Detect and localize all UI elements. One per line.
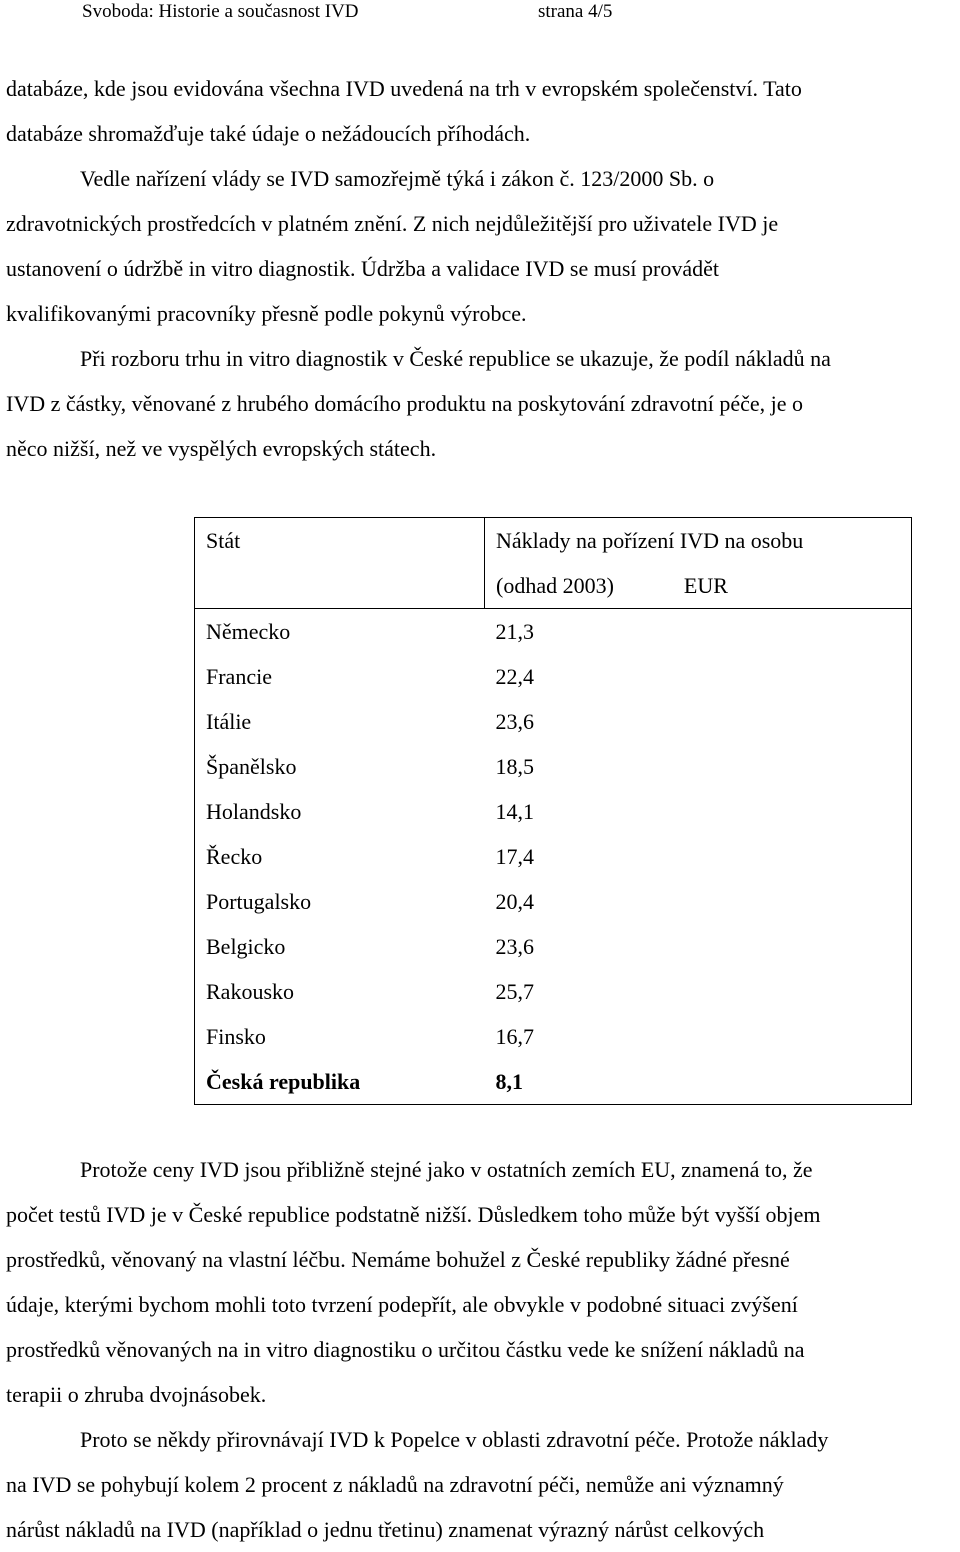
country-cell: Holandsko — [206, 799, 302, 824]
country-cell: Francie — [206, 664, 272, 689]
text-line: Protože ceny IVD jsou přibližně stejné jako v ostatních zemích EU, znamená to, že — [80, 1157, 813, 1182]
header-country — [195, 518, 485, 609]
country-cell: Německo — [206, 619, 291, 644]
text-line: prostředků, věnovaný na vlastní léčbu. Nemáme bohužel z České republiky žádné přesné — [6, 1247, 790, 1272]
country-cell: Finsko — [206, 1024, 266, 1049]
table-row — [195, 654, 912, 699]
table-row — [195, 789, 912, 834]
text-line: terapii o zhruba dvojnásobek. — [6, 1382, 267, 1407]
text-line: Vedle nařízení vlády se IVD samozřejmě týká i zákon č. 123/2000 Sb. o — [80, 166, 715, 191]
header-country-label: Stát — [206, 528, 241, 553]
value-cell: 16,7 — [495, 1024, 534, 1049]
value-cell: 17,4 — [495, 844, 534, 869]
table-row — [195, 744, 912, 789]
text-line: Při rozboru trhu in vitro diagnostik v České republice se ukazuje, že podíl nákladů na — [80, 346, 831, 371]
header-costs-label: Náklady na pořízení IVD na osobu — [496, 528, 804, 553]
header-estimate-label: (odhad 2003) — [496, 573, 614, 598]
page-number: strana 4/5 — [538, 1, 613, 22]
outro-text — [6, 1147, 956, 1552]
text-line: IVD z částky, věnované z hrubého domácího produktu na poskytování zdravotní péče, je o — [6, 391, 804, 416]
country-cell: Česká republika — [206, 1069, 361, 1094]
intro-text — [6, 66, 956, 471]
text-line: Proto se někdy přirovnávají IVD k Popelce v oblasti zdravotní péče. Protože náklady — [80, 1427, 829, 1452]
text-line: prostředků věnovaných na in vitro diagnostiku o určitou částku vede ke snížení nákladů na — [6, 1337, 805, 1362]
country-cell: Španělsko — [206, 754, 297, 779]
text-line: kvalifikovanými pracovníky přesně podle pokynů výrobce. — [6, 301, 527, 326]
text-line: něco nižší, než ve vyspělých evropských státech. — [6, 436, 437, 461]
text-line: databáze, kde jsou evidována všechna IVD uvedená na trh v evropském společenství. Tato — [6, 76, 802, 101]
text-line: na IVD se pohybují kolem 2 procent z nákladů na zdravotní péči, nemůže ani významný — [6, 1472, 784, 1497]
table-row — [195, 609, 912, 655]
text-line: údaje, kterými bychom mohli toto tvrzení podepřít, ale obvykle v podobné situaci zvýšení — [6, 1292, 798, 1317]
text-line: ustanovení o údržbě in vitro diagnostik. Údržba a validace IVD se musí provádět — [6, 256, 719, 281]
ivd-cost-table — [194, 517, 912, 1105]
country-cell: Belgicko — [206, 934, 286, 959]
table-row — [195, 969, 912, 1014]
value-cell: 20,4 — [495, 889, 534, 914]
country-cell: Řecko — [206, 844, 263, 869]
value-cell: 21,3 — [495, 619, 534, 644]
table-row — [195, 879, 912, 924]
text-line: počet testů IVD je v České republice podstatně nižší. Důsledkem toho může být vyšší objem — [6, 1202, 821, 1227]
document-title: Svoboda: Historie a současnost IVD — [82, 1, 359, 22]
value-cell: 8,1 — [495, 1069, 523, 1094]
table-header-row — [195, 518, 912, 609]
table-row — [195, 699, 912, 744]
table-row-highlight — [195, 1059, 912, 1105]
value-cell: 23,6 — [495, 709, 534, 734]
text-line: nárůst nákladů na IVD (například o jednu třetinu) znamenat výrazný nárůst celkových — [6, 1517, 765, 1542]
value-cell: 25,7 — [495, 979, 534, 1004]
header-unit-label: EUR — [683, 573, 728, 598]
value-cell: 23,6 — [495, 934, 534, 959]
value-cell: 22,4 — [495, 664, 534, 689]
table-row — [195, 924, 912, 969]
header-costs — [485, 518, 912, 609]
value-cell: 18,5 — [495, 754, 534, 779]
value-cell: 14,1 — [495, 799, 534, 824]
text-line: zdravotnických prostředcích v platném znění. Z nich nejdůležitější pro uživatele IVD je — [6, 211, 779, 236]
header-costs-sub — [496, 563, 911, 608]
text-line: databáze shromažďuje také údaje o nežádoucích příhodách. — [6, 121, 531, 146]
table-row — [195, 834, 912, 879]
country-cell: Portugalsko — [206, 889, 312, 914]
country-cell: Itálie — [206, 709, 252, 734]
table-row — [195, 1014, 912, 1059]
country-cell: Rakousko — [206, 979, 294, 1004]
